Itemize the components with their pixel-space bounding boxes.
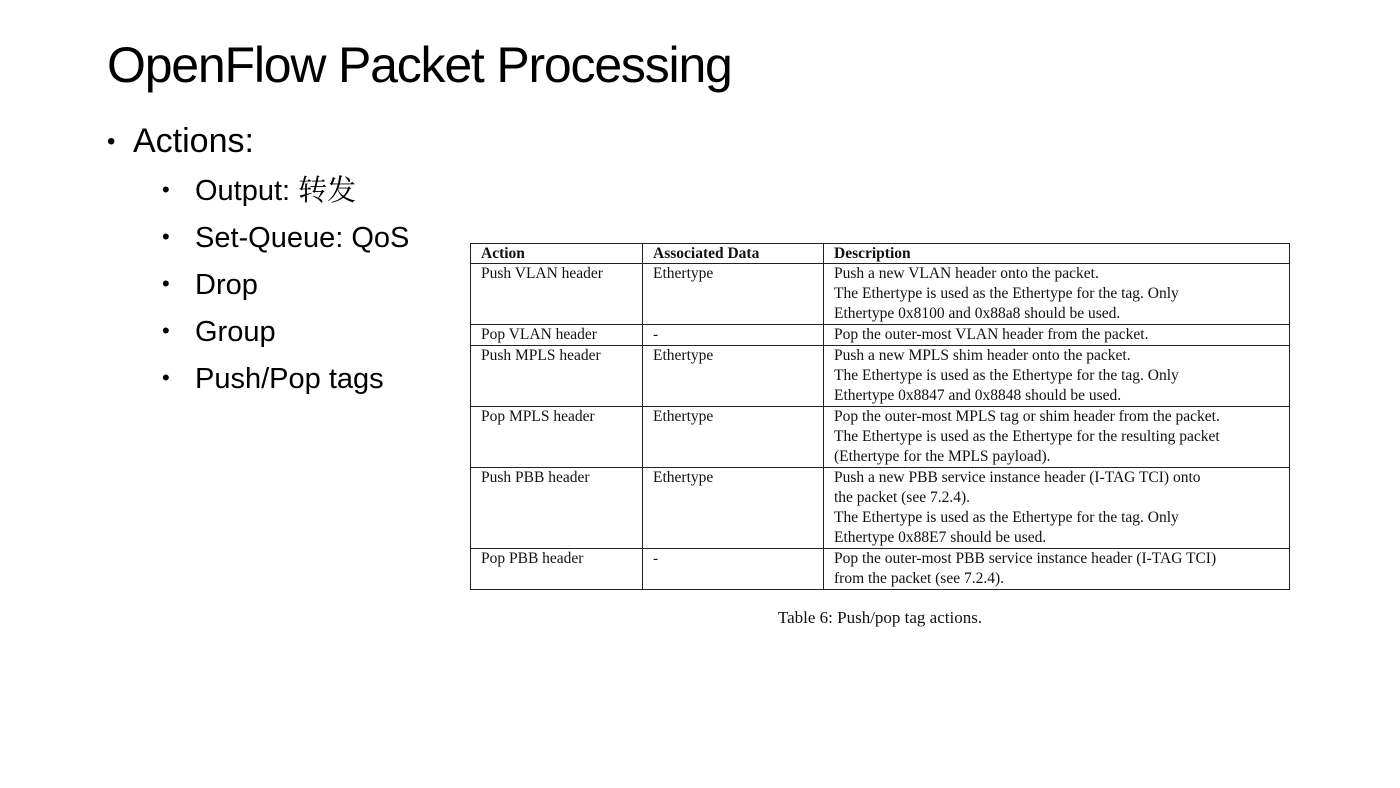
cell-description: [824, 346, 1290, 407]
description-line: the packet (see 7.2.4).: [834, 489, 970, 506]
description-line: The Ethertype is used as the Ethertype for the resulting packet: [834, 428, 1220, 445]
cell-description: [824, 325, 1290, 346]
description-line: The Ethertype is used as the Ethertype for the tag. Only: [834, 509, 1179, 526]
slide-title: OpenFlow Packet Processing: [107, 37, 732, 93]
bullet-list: [107, 120, 409, 402]
sub-bullet-label: Push/Pop tags: [195, 363, 384, 395]
cell-description: [824, 407, 1290, 468]
cell-action: Pop VLAN header: [471, 325, 643, 346]
cell-data: Ethertype: [643, 407, 824, 468]
sub-bullet-item: [107, 355, 409, 402]
table-row: [471, 264, 1290, 325]
sub-bullet-item: [107, 308, 409, 355]
bullet-dot-icon: •: [162, 177, 170, 202]
description-line: Ethertype 0x8100 and 0x88a8 should be used.: [834, 305, 1121, 322]
bullet-dot-icon: •: [162, 318, 170, 343]
cell-action: Push MPLS header: [471, 346, 643, 407]
description-line: Push a new MPLS shim header onto the packet.: [834, 347, 1131, 364]
cell-data: -: [643, 549, 824, 590]
description-line: Pop the outer-most MPLS tag or shim header from the packet.: [834, 408, 1220, 425]
cell-action: Pop PBB header: [471, 549, 643, 590]
cell-data: Ethertype: [643, 468, 824, 549]
description-line: Pop the outer-most VLAN header from the packet.: [834, 326, 1149, 343]
cell-description: [824, 549, 1290, 590]
bullet-dot-icon: •: [162, 365, 170, 390]
header-associated-data: Associated Data: [643, 244, 824, 264]
header-description: Description: [824, 244, 1290, 264]
description-line: Pop the outer-most PBB service instance header (I-TAG TCI): [834, 550, 1217, 567]
table-row: [471, 346, 1290, 407]
bullet-label: Actions:: [133, 122, 254, 160]
cell-action: Push PBB header: [471, 468, 643, 549]
cell-action: Push VLAN header: [471, 264, 643, 325]
header-action: Action: [471, 244, 643, 264]
description-line: Ethertype 0x8847 and 0x8848 should be used.: [834, 387, 1122, 404]
sub-bullet-list: [107, 167, 409, 402]
description-line: Push a new PBB service instance header (I-TAG TCI) onto: [834, 469, 1201, 486]
sub-bullet-label: Group: [195, 316, 276, 348]
sub-bullet-label: Drop: [195, 269, 258, 301]
sub-bullet-label: Output: 转发: [195, 175, 357, 207]
cell-data: -: [643, 325, 824, 346]
description-line: from the packet (see 7.2.4).: [834, 570, 1005, 587]
table-row: [471, 549, 1290, 590]
table-row: [471, 325, 1290, 346]
table-caption: Table 6: Push/pop tag actions.: [777, 608, 983, 627]
cell-description: [824, 264, 1290, 325]
cell-data: Ethertype: [643, 264, 824, 325]
cell-description: [824, 468, 1290, 549]
push-pop-table: [470, 243, 1290, 590]
table-header-row: [471, 244, 1290, 264]
table-row: [471, 407, 1290, 468]
description-line: (Ethertype for the MPLS payload).: [834, 448, 1051, 465]
description-line: The Ethertype is used as the Ethertype for the tag. Only: [834, 285, 1179, 302]
sub-bullet-label: Set-Queue: QoS: [195, 222, 410, 254]
cell-action: Pop MPLS header: [471, 407, 643, 468]
bullet-dot-icon: •: [162, 271, 170, 296]
bullet-actions: [107, 120, 409, 402]
sub-bullet-item: [107, 261, 409, 308]
sub-bullet-item: [107, 167, 409, 214]
description-line: Ethertype 0x88E7 should be used.: [834, 529, 1047, 546]
description-line: Push a new VLAN header onto the packet.: [834, 265, 1099, 282]
sub-bullet-item: [107, 214, 409, 261]
table-row: [471, 468, 1290, 549]
bullet-dot-icon: •: [107, 128, 116, 155]
bullet-dot-icon: •: [162, 224, 170, 249]
description-line: The Ethertype is used as the Ethertype for the tag. Only: [834, 367, 1179, 384]
cell-data: Ethertype: [643, 346, 824, 407]
table-image: [470, 243, 1290, 590]
